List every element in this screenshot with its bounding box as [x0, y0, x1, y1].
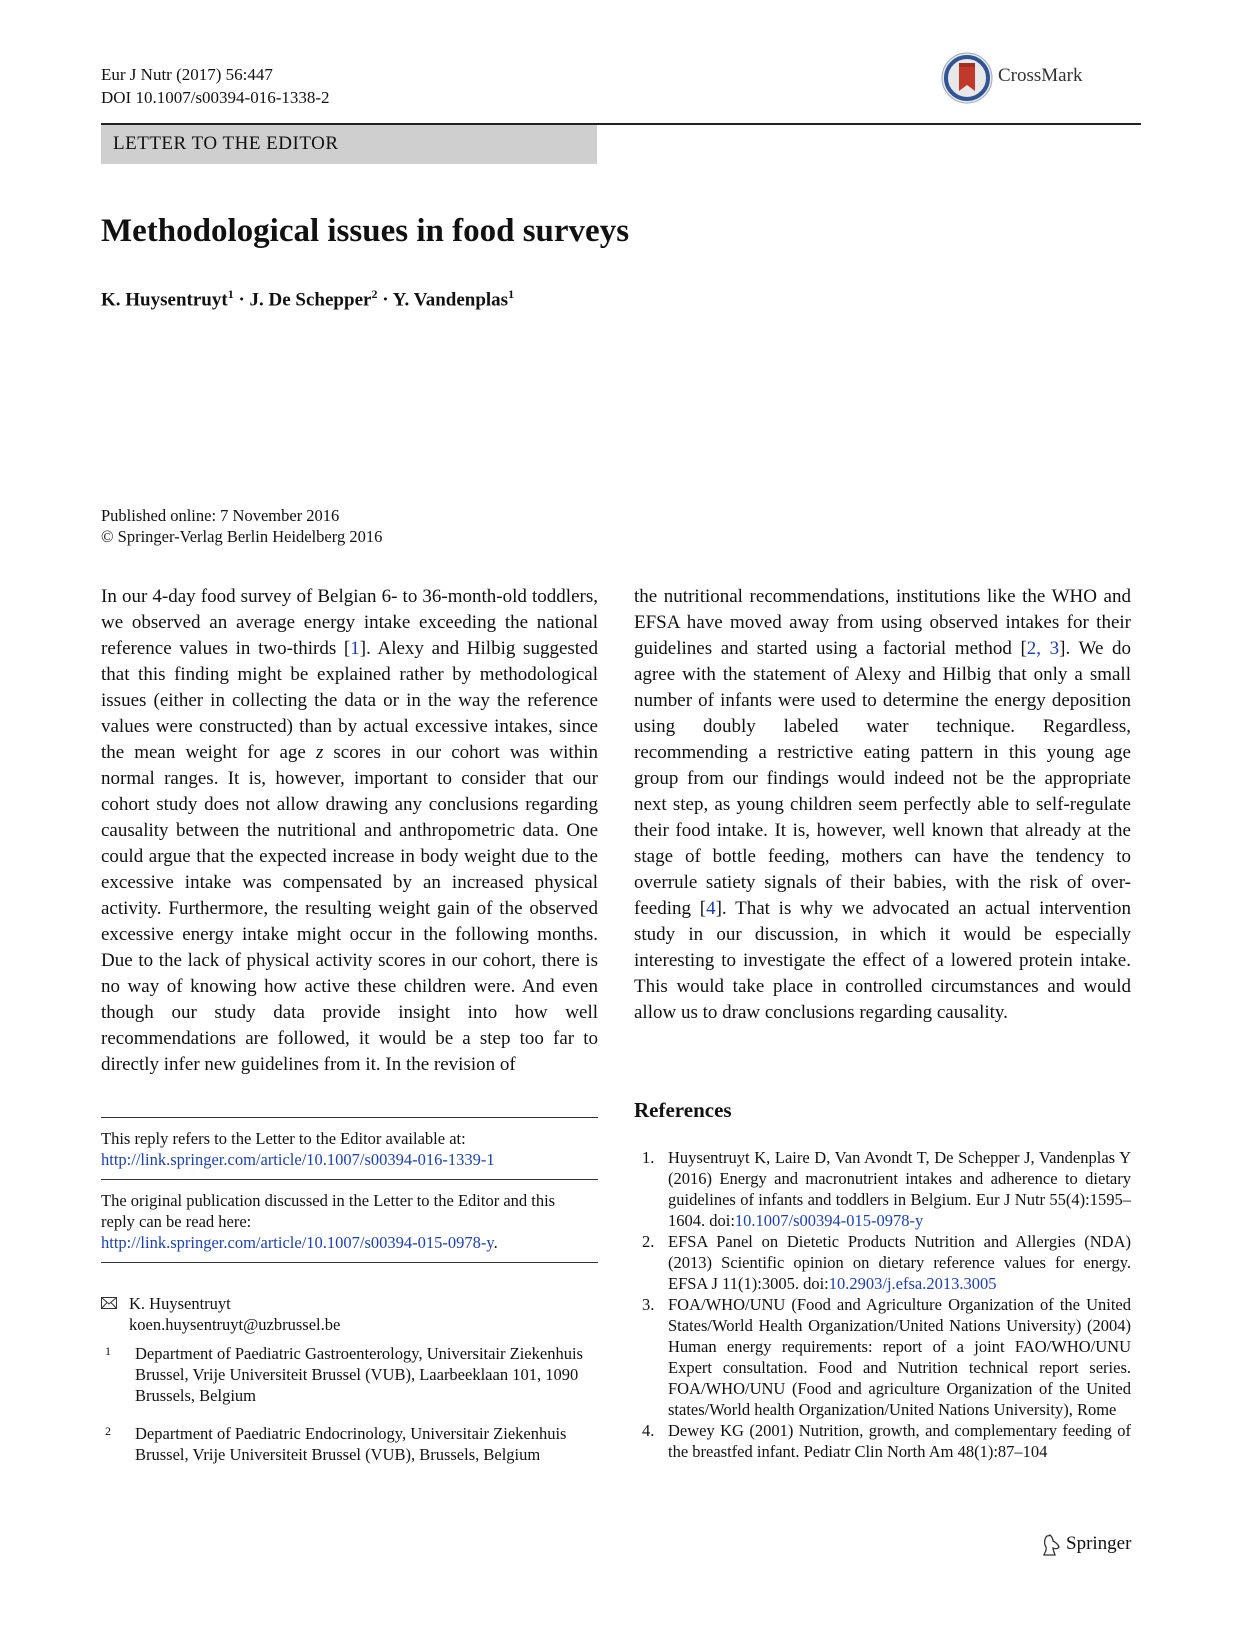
envelope-icon [101, 1297, 117, 1309]
references-heading: References [634, 1098, 732, 1122]
author-list [101, 287, 514, 311]
reply-note-text: This reply refers to the Letter to the Editor available at: [101, 1129, 466, 1148]
author-affiliation-sup: 2 [371, 287, 378, 301]
original-note-text: The original publication discussed in the Letter to the Editor and this reply can be read here: [101, 1191, 556, 1231]
body-text: ]. That is why we advocated an actual intervention study in our discussion, in which it would be especially interesting to investigate the effect of a lowered protein intake. This would take place in controlled circumstances and would allow us to draw conclusions regarding causality. [634, 898, 1131, 1023]
section-label-box [101, 125, 597, 164]
reply-note-link[interactable]: http://link.springer.com/article/10.1007/s00394-016-1339-1 [101, 1150, 495, 1169]
springer-horse-icon [1041, 1534, 1061, 1556]
reference-item [634, 1231, 1131, 1294]
author-affiliation-sup: 1 [227, 287, 234, 301]
affiliation-text: Department of Paediatric Gastroenterology, Universitair Ziekenhuis Brussel, Vrije Universiteit Brussel (VUB), Laarbeeklaan 101, 1090 Brussels, Belgium [135, 1344, 583, 1405]
journal-info [101, 63, 330, 109]
footnote-rule [101, 1117, 598, 1118]
article-title: Methodological issues in food surveys [101, 213, 630, 249]
reference-number: 3. [642, 1295, 655, 1314]
reference-number: 2. [642, 1232, 655, 1251]
author-name[interactable]: J. De Schepper [249, 289, 372, 311]
reply-note [101, 1128, 571, 1170]
body-text: the nutritional recommendations, institutions like the WHO and EFSA have moved away from using observed intakes for their guidelines and started using a factorial method [ [634, 586, 1131, 659]
original-note-tail: . [493, 1233, 498, 1252]
copyright: © Springer-Verlag Berlin Heidelberg 2016 [101, 527, 383, 546]
reference-text: Dewey KG (2001) Nutrition, growth, and complementary feeding of the breastfed infant. Pediatr Clin North Am 48(1):87–104 [668, 1421, 1131, 1461]
reference-text: FOA/WHO/UNU (Food and Agriculture Organization of the United States/World Health Organization/United Nations University) (2004) Human energy requirements: report of a joint FAO/WHO/UNU Expert consultation. Food and Nutrition technical report series. FOA/WHO/UNU (Food and agriculture Organization of the United states/World health Organization/United Nations University), Rome [668, 1295, 1131, 1419]
publication-info [101, 505, 382, 547]
citation-link[interactable]: 1 [350, 638, 360, 659]
doi: DOI 10.1007/s00394-016-1338-2 [101, 88, 330, 107]
citation-link[interactable]: 2, 3 [1026, 638, 1060, 659]
footnote-rule [101, 1262, 598, 1263]
citation-link[interactable]: 4 [706, 898, 716, 919]
affiliation-number: 1 [105, 1344, 111, 1358]
crossmark-icon [940, 51, 994, 105]
reference-item [634, 1294, 1131, 1420]
author-affiliation-sup: 1 [508, 287, 515, 301]
journal-citation: Eur J Nutr (2017) 56:447 [101, 65, 273, 84]
body-column-right [634, 584, 1131, 1026]
reference-doi-link[interactable]: 10.1007/s00394-015-0978-y [734, 1211, 924, 1230]
body-text: ]. We do agree with the statement of Alexy and Hilbig that only a small number of infants were used to determine the energy deposition using doubly labeled water technique. Regardless, recommending a restrictive eating pattern in this young age group from our findings would indeed not be the appropriate next step, as young children seem perfectly able to self-regulate their food intake. It is, however, well known that already at the stage of bottle feeding, mothers can have the tendency to overrule satiety signals of their babies, with the risk of over-feeding [ [634, 638, 1132, 919]
reference-text: Huysentruyt K, Laire D, Van Avondt T, De Schepper J, Vandenplas Y (2016) Energy and macronutrient intakes and adherence to dietary guidelines of infants and toddlers in Belgium. Eur J Nutr 55(4):1595–1604. doi: [668, 1148, 1131, 1230]
crossmark-badge[interactable] [940, 48, 1090, 108]
reference-list [634, 1147, 1131, 1462]
corresponding-author-email[interactable]: koen.huysentruyt@uzbrussel.be [129, 1315, 341, 1334]
affiliation-text: Department of Paediatric Endocrinology, Universitair Ziekenhuis Brussel, Vrije Universiteit Brussel (VUB), Brussels, Belgium [135, 1424, 567, 1464]
corresponding-author [101, 1293, 598, 1335]
reference-item [634, 1420, 1131, 1462]
reference-doi-link[interactable]: 10.2903/j.efsa.2013.3005 [828, 1274, 997, 1293]
body-text: ]. Alexy and Hilbig suggested that this finding might be explained rather by methodological issues (either in collecting the data or in the way the reference values were constructed) than by actual excessive intakes, since the mean weight for age [101, 638, 598, 763]
italic-text: z [315, 742, 324, 763]
author-name[interactable]: K. Huysentruyt [101, 289, 228, 311]
body-text: scores in our cohort was within normal ranges. It is, however, important to consider that our cohort study does not allow drawing any conclusions regarding causality between the nutritional and anthropometric data. One could argue that the expected increase in body weight due to the excessive intake was compensated by an increased physical activity. Furthermore, the resulting weight gain of the observed excessive energy intake might occur in the following months. Due to the lack of physical activity scores in our cohort, there is no way of knowing how active these children were. And even though our study data provide insight into how well recommendations are followed, it would be a step too far to directly infer new guidelines from it. In the revision of [101, 742, 598, 1075]
crossmark-label: CrossMark [998, 65, 1083, 86]
reference-number: 1. [642, 1148, 655, 1167]
author-separator: · [377, 289, 393, 311]
published-date: Published online: 7 November 2016 [101, 506, 340, 525]
author-separator: · [233, 289, 250, 311]
reference-item [634, 1147, 1131, 1231]
publisher-name: Springer [1066, 1533, 1132, 1554]
reference-text: EFSA Panel on Dietetic Products Nutrition and Allergies (NDA) (2013) Scientific opinion on dietary reference values for energy. EFSA J 11(1):3005. doi: [668, 1232, 1131, 1293]
section-label: LETTER TO THE EDITOR [113, 133, 339, 154]
reference-number: 4. [642, 1421, 655, 1440]
body-text: In our 4-day food survey of Belgian 6- to 36-month-old toddlers, we observed an average energy intake exceeding the national reference values in two-thirds [ [101, 586, 598, 659]
original-note-link[interactable]: http://link.springer.com/article/10.1007/s00394-015-0978-y [101, 1233, 494, 1252]
author-name[interactable]: Y. Vandenplas [392, 289, 509, 311]
affiliation-number: 2 [105, 1424, 111, 1438]
footnote-rule [101, 1179, 598, 1180]
original-publication-note [101, 1190, 571, 1253]
corresponding-author-name: K. Huysentruyt [129, 1294, 231, 1313]
body-column-left [101, 584, 598, 1078]
